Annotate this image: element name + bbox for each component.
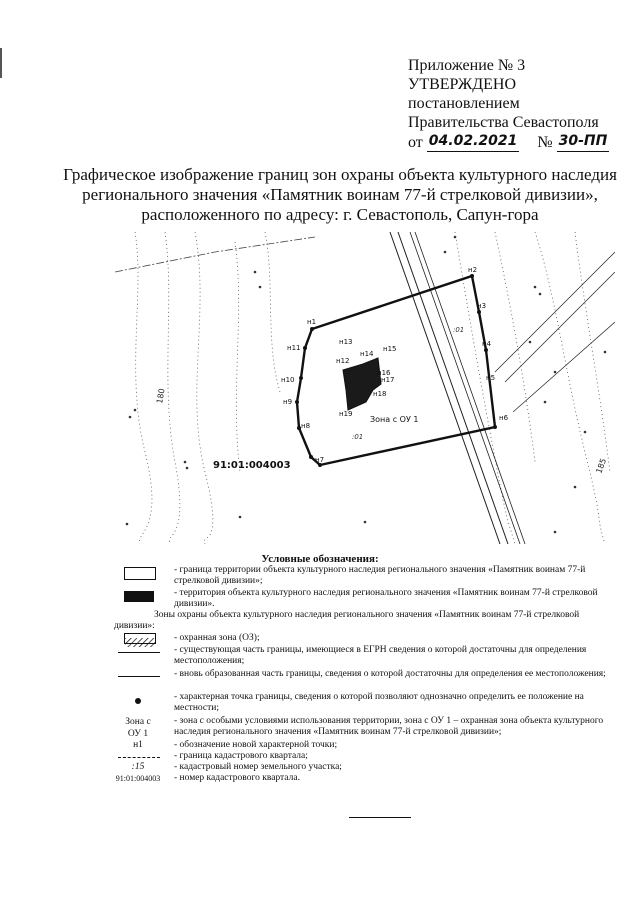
point-label: н16 bbox=[377, 369, 391, 377]
point-label: н19 bbox=[339, 410, 353, 418]
legend-item-quarter-boundary: - граница кадастрового квартала; bbox=[174, 751, 308, 761]
point-label: н4 bbox=[482, 340, 492, 348]
road-lines bbox=[390, 232, 615, 544]
point-label: н15 bbox=[383, 345, 397, 353]
legend-symbol-existing-boundary bbox=[118, 652, 160, 653]
approval-line1: Приложение № 3 bbox=[408, 57, 526, 74]
point-label: н9 bbox=[283, 398, 293, 406]
title-line3: расположенного по адресу: г. Севастополь, Сапун-гора bbox=[141, 205, 539, 224]
point-label: н12 bbox=[336, 357, 350, 365]
boundary-points bbox=[295, 274, 497, 467]
point-label: н11 bbox=[287, 344, 301, 352]
point-label: н7 bbox=[315, 456, 325, 464]
point-label: н6 bbox=[499, 414, 509, 422]
parcel-label-b: :01 bbox=[453, 326, 465, 334]
approval-block bbox=[408, 56, 613, 152]
point-label: н10 bbox=[281, 376, 295, 384]
legend-item-zone: - зона с особыми условиями использования территории, зона с ОУ 1 – охранная зона объекта культурного наследия регионального значения «Памятник воинам 77-й стрелковой дивизии»; bbox=[174, 716, 604, 737]
legend-title: Условные обозначения: bbox=[261, 553, 379, 565]
contour-label-185: 185 bbox=[594, 457, 609, 475]
legend-item-boundary: - граница территории объекта культурного наследия регионального значения «Памятник воинам 77-й стрелковой дивизии»; bbox=[174, 565, 586, 586]
approval-date-line bbox=[408, 132, 613, 152]
point-label: н2 bbox=[468, 266, 478, 274]
approval-line2: УТВЕРЖДЕНО bbox=[408, 76, 517, 93]
contour-label-180: 180 bbox=[155, 387, 167, 405]
legend-symbol-oz bbox=[124, 633, 156, 644]
legend-symbol-new-point: н1 bbox=[133, 740, 143, 750]
parcel-label-a: :01 bbox=[352, 433, 364, 441]
point-labels bbox=[281, 266, 509, 464]
point-label: н13 bbox=[339, 338, 353, 346]
legend-item-territory: - территория объекта культурного наследия регионального значения «Памятник воинам 77-й стрелковой дивизии». bbox=[174, 588, 598, 609]
legend-item-point: - характерная точка границы, сведения о которой позволяют однозначно определить ее положение на местности; bbox=[174, 692, 584, 713]
point-label: н14 bbox=[360, 350, 374, 358]
legend-symbol-boundary bbox=[124, 567, 156, 580]
point-label: н1 bbox=[307, 318, 317, 326]
legend-zones-heading: Зоны охраны объекта культурного наследия регионального значения «Памятник воинам 77-й стрелковой дивизии»: bbox=[114, 610, 580, 631]
legend-symbol-quarter-boundary bbox=[118, 757, 160, 758]
point-label: н17 bbox=[381, 376, 395, 384]
point-label: н8 bbox=[301, 422, 311, 430]
date-prefix: от bbox=[408, 134, 423, 151]
document-title bbox=[60, 165, 620, 225]
legend-item-new-boundary: - вновь образованная часть границы, сведения о которой достаточны для определения ее местоположения; bbox=[174, 669, 606, 679]
title-line1: Графическое изображение границ зон охраны объекта культурного наследия bbox=[63, 165, 617, 184]
approval-line4: Правительства Севастополя bbox=[408, 114, 599, 131]
legend-symbol-parcel: :15 bbox=[131, 762, 145, 772]
map-svg bbox=[115, 232, 615, 544]
legend-zone-line2: ОУ 1 bbox=[127, 729, 149, 739]
map-area bbox=[115, 232, 615, 544]
number-value: 30-ПП bbox=[557, 132, 610, 152]
protection-zone-boundary bbox=[297, 276, 495, 465]
approval-line3: постановлением bbox=[408, 95, 520, 112]
legend-item-parcel: - кадастровый номер земельного участка; bbox=[174, 762, 342, 772]
legend-item-quarter: - номер кадастрового квартала. bbox=[174, 773, 300, 783]
legend-symbol-quarter: 91:01:004003 bbox=[115, 774, 161, 783]
legend-symbol-point bbox=[135, 698, 141, 704]
legend-symbol-zone bbox=[108, 716, 168, 740]
zone-label: Зона с ОУ 1 bbox=[370, 415, 419, 424]
cadastral-number-label: 91:01:004003 bbox=[213, 460, 291, 471]
legend-item-existing-boundary: - существующая часть границы, имеющиеся в ЕГРН сведения о которой достаточны для определения местоположения; bbox=[174, 645, 587, 666]
point-label: н5 bbox=[486, 374, 496, 382]
point-label: н3 bbox=[477, 302, 487, 310]
legend-zone-line1: Зона с bbox=[125, 717, 151, 727]
legend-item-new-point: - обозначение новой характерной точки; bbox=[174, 740, 338, 750]
legend-item-oz: - охранная зона (ОЗ); bbox=[174, 633, 260, 643]
object-territory bbox=[343, 358, 381, 410]
margin-mark bbox=[0, 48, 2, 78]
title-line2: регионального значения «Памятник воинам 77-й стрелковой дивизии», bbox=[82, 185, 598, 204]
number-prefix: № bbox=[537, 134, 553, 151]
date-value: 04.02.2021 bbox=[427, 132, 520, 152]
cadastral-quarter-boundary bbox=[115, 237, 315, 272]
legend-symbol-territory bbox=[124, 591, 154, 602]
legend-symbol-new-boundary bbox=[118, 676, 160, 677]
bottom-rule bbox=[349, 817, 411, 818]
point-label: н18 bbox=[373, 390, 387, 398]
